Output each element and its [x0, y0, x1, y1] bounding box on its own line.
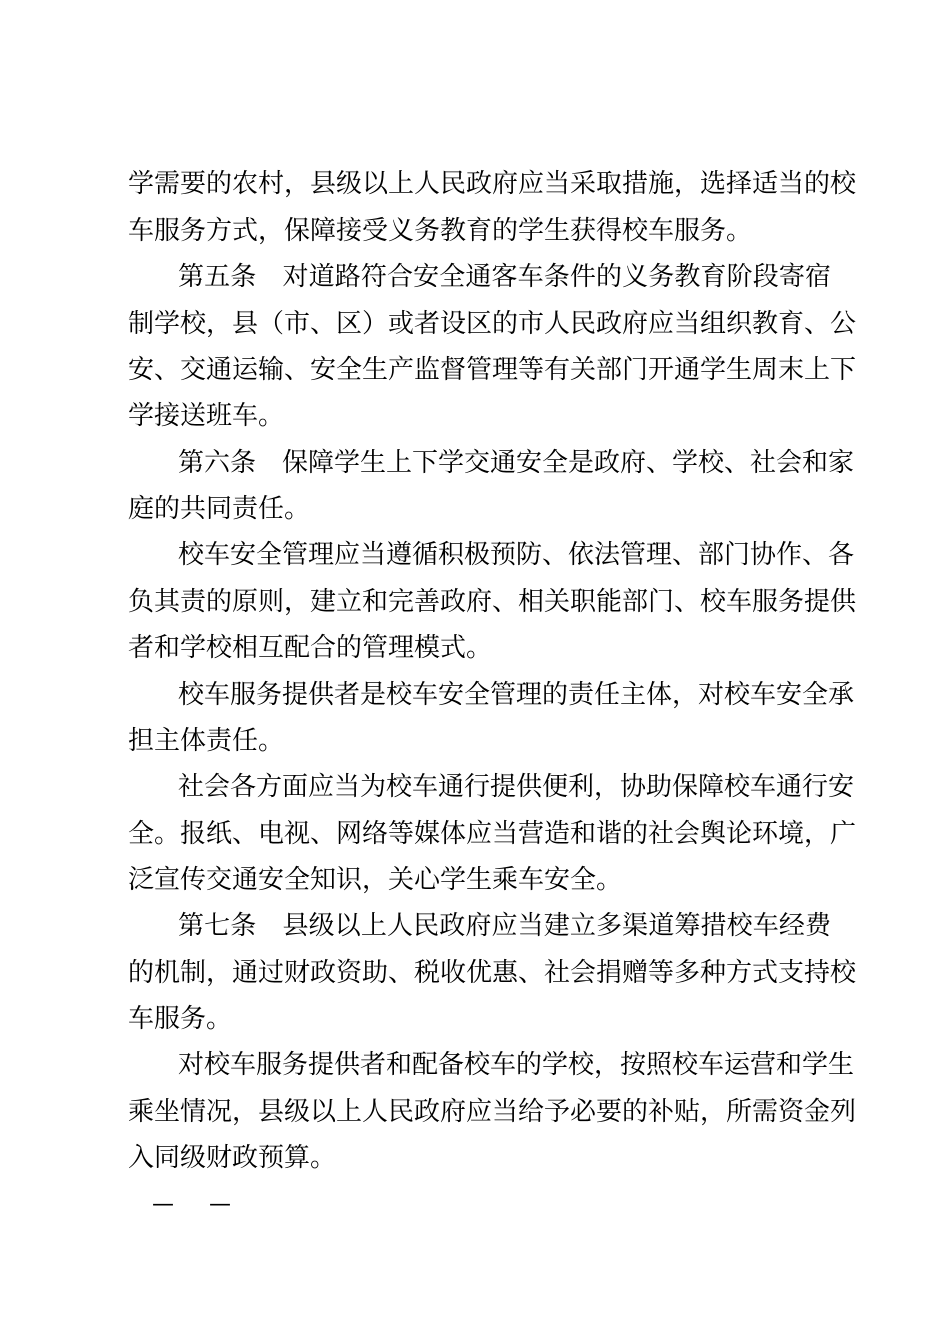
- text-line: 校车安全管理应当遵循积极预防、依法管理、部门协作、各: [178, 540, 855, 570]
- page-number-right-dash: —: [209, 1192, 231, 1217]
- text-line: 安、交通运输、安全生产监督管理等有关部门开通学生周末上下: [128, 355, 857, 385]
- text-line: 入同级财政预算。: [128, 1143, 337, 1173]
- text-line: 的机制，通过财政资助、税收优惠、社会捐赠等多种方式支持校: [128, 958, 857, 988]
- text-line: 乘坐情况，县级以上人民政府应当给予必要的补贴，所需资金列: [128, 1097, 857, 1127]
- page-number-left-dash: —: [152, 1192, 174, 1217]
- text-line: 校车服务提供者是校车安全管理的责任主体，对校车安全承: [178, 680, 855, 710]
- text-line: 者和学校相互配合的管理模式。: [128, 633, 493, 663]
- text-line: 全。报纸、电视、网络等媒体应当营造和谐的社会舆论环境，广: [128, 819, 857, 849]
- text-line: 担主体责任。: [128, 726, 285, 756]
- text-line: 车服务。: [128, 1004, 233, 1034]
- text-line: 第五条 对道路符合安全通客车条件的义务教育阶段寄宿: [178, 262, 831, 292]
- text-line: 负其责的原则，建立和完善政府、相关职能部门、校车服务提供: [128, 587, 857, 617]
- text-line: 学接送班车。: [128, 401, 285, 431]
- text-line: 制学校，县（市、区）或者设区的市人民政府应当组织教育、公: [128, 309, 857, 339]
- text-line: 社会各方面应当为校车通行提供便利，协助保障校车通行安: [178, 772, 855, 802]
- text-line: 对校车服务提供者和配备校车的学校，按照校车运营和学生: [178, 1050, 855, 1080]
- text-line: 学需要的农村，县级以上人民政府应当采取措施，选择适当的校: [128, 169, 857, 199]
- text-line: 泛宣传交通安全知识，关心学生乘车安全。: [128, 865, 623, 895]
- text-line: 车服务方式，保障接受义务教育的学生获得校车服务。: [128, 216, 753, 246]
- text-line: 第七条 县级以上人民政府应当建立多渠道筹措校车经费: [178, 911, 831, 941]
- text-line: 庭的共同责任。: [128, 494, 311, 524]
- text-line: 第六条 保障学生上下学交通安全是政府、学校、社会和家: [178, 448, 855, 478]
